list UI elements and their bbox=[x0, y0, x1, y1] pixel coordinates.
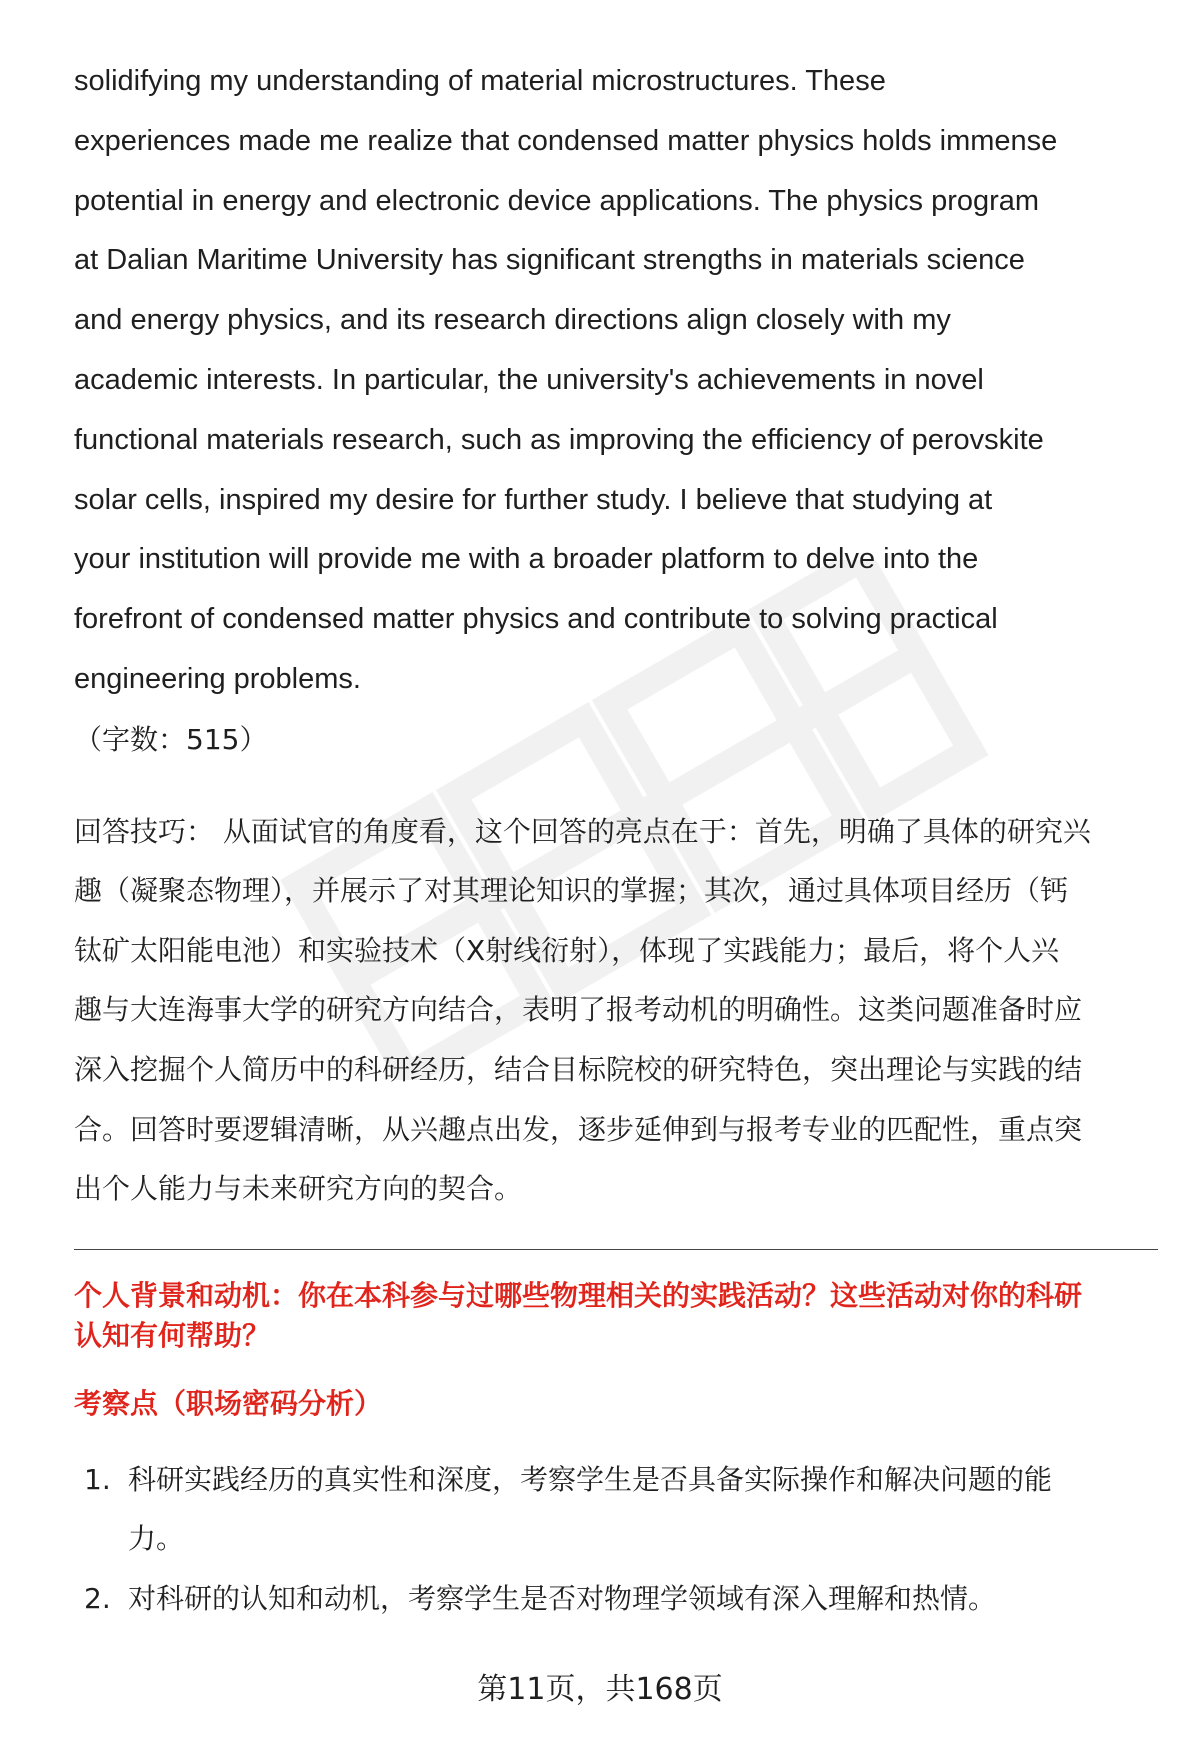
evaluation-points-heading: 考察点（职场密码分析） bbox=[74, 1386, 383, 1420]
paragraph-line: academic interests. In particular, the university's achievements in novel bbox=[74, 363, 984, 396]
list-item-line: 力。 bbox=[128, 1522, 185, 1556]
tips-line: 钛矿太阳能电池）和实验技术（X射线衍射），体现了实践能力；最后，将个人兴 bbox=[74, 933, 1060, 967]
paragraph-line: experiences made me realize that condensed matter physics holds immense bbox=[74, 124, 1058, 157]
question-heading bbox=[74, 1276, 1160, 1356]
list-item-line: 科研实践经历的真实性和深度，考察学生是否具备实际操作和解决问题的能 bbox=[128, 1462, 1053, 1496]
page-content bbox=[74, 52, 1160, 1629]
paragraph-line: forefront of condensed matter physics and contribute to solving practical bbox=[74, 603, 998, 636]
list-item-line: 对科研的认知和动机，考察学生是否对物理学领域有深入理解和热情。 bbox=[128, 1581, 997, 1615]
page-footer: 第11页，共168页 bbox=[477, 1672, 723, 1707]
list-item bbox=[74, 1450, 1160, 1569]
paragraph-line: potential in energy and electronic device applications. The physics program bbox=[74, 184, 1040, 217]
question-line: 个人背景和动机：你在本科参与过哪些物理相关的实践活动？这些活动对你的科研 bbox=[74, 1278, 1083, 1312]
paragraph-line: engineering problems. bbox=[74, 662, 361, 695]
english-answer-paragraph bbox=[74, 52, 1160, 710]
question-line: 认知有何帮助？ bbox=[74, 1318, 271, 1352]
paragraph-line: your institution will provide me with a broader platform to delve into the bbox=[74, 543, 979, 576]
paragraph-line: solar cells, inspired my desire for further study. I believe that studying at bbox=[74, 483, 993, 516]
tips-line: 合。回答时要逻辑清晰，从兴趣点出发，逐步延伸到与报考专业的匹配性，重点突 bbox=[74, 1112, 1083, 1146]
tips-line: 趣与大连海事大学的研究方向结合，表明了报考动机的明确性。这类问题准备时应 bbox=[74, 993, 1083, 1027]
list-item bbox=[74, 1569, 1160, 1629]
tips-line: 深入挖掘个人简历中的科研经历，结合目标院校的研究特色，突出理论与实践的结 bbox=[74, 1052, 1083, 1086]
evaluation-points-list bbox=[74, 1450, 1160, 1629]
paragraph-line: functional materials research, such as improving the efficiency of perovskite bbox=[74, 423, 1044, 456]
paragraph-line: solidifying my understanding of material microstructures. These bbox=[74, 65, 886, 97]
word-count: （字数：515） bbox=[74, 722, 268, 756]
tips-line: 出个人能力与未来研究方向的契合。 bbox=[74, 1172, 523, 1206]
paragraph-line: and energy physics, and its research directions align closely with my bbox=[74, 304, 951, 337]
list-item-number: 1. bbox=[84, 1462, 111, 1496]
tips-line: 趣（凝聚态物理），并展示了对其理论知识的掌握；其次，通过具体项目经历（钙 bbox=[74, 874, 1069, 908]
section-divider bbox=[74, 1249, 1158, 1250]
list-item-number: 2. bbox=[84, 1581, 111, 1615]
paragraph-line: at Dalian Maritime University has significant strengths in materials science bbox=[74, 244, 1025, 277]
answer-tips-paragraph bbox=[74, 802, 1160, 1219]
tips-line: 回答技巧： 从面试官的角度看，这个回答的亮点在于：首先，明确了具体的研究兴 bbox=[74, 814, 1091, 848]
